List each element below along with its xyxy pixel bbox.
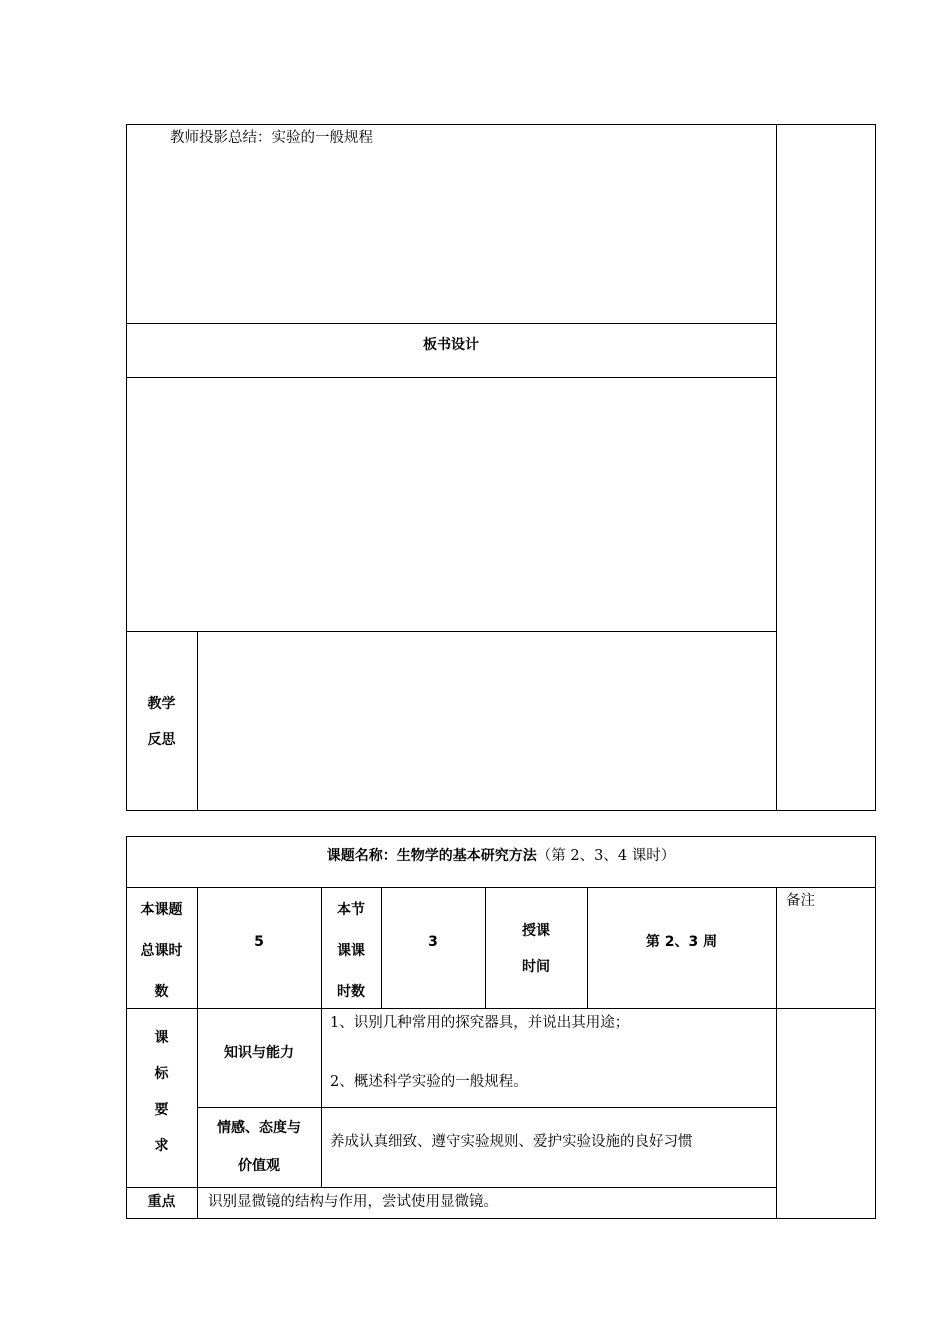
lesson-title-main: 课题名称：生物学的基本研究方法	[326, 848, 537, 864]
table2-rule	[126, 1008, 876, 1009]
table2-border-right	[875, 836, 876, 1219]
table2-rule	[126, 1187, 776, 1188]
section-hours-value: 3	[428, 934, 438, 950]
table2-rule	[197, 1107, 776, 1108]
table1-rule	[126, 631, 776, 632]
emotion-label: 情感、态度与 价值观	[217, 1120, 301, 1174]
table1-rule	[197, 631, 198, 811]
lesson-title-periods: （第 2、3、4 课时）	[536, 848, 676, 864]
table1-border-right	[875, 124, 876, 811]
table2-border-top	[126, 836, 876, 837]
key-point-label: 重点	[147, 1194, 176, 1210]
notes-label: 备注	[786, 893, 815, 909]
table1-border-top	[126, 124, 876, 125]
section-hours-label: 本节 课课 时数	[337, 902, 365, 1000]
table1-rule	[126, 377, 776, 378]
lesson-title	[126, 846, 876, 866]
table2-border-bottom	[126, 1218, 876, 1219]
emotion-text: 养成认真细致、遵守实验规则、爱护实验设施的良好习惯	[330, 1134, 693, 1150]
table1-rule	[776, 124, 777, 811]
knowledge-label: 知识与能力	[224, 1045, 294, 1061]
board-design-header: 板书设计	[423, 337, 479, 353]
summary-text: 教师投影总结：实验的一般规程	[170, 130, 373, 146]
table2-rule	[776, 887, 777, 1219]
reflection-label: 教学 反思	[147, 696, 176, 748]
knowledge-item: 2、概述科学实验的一般规程。	[330, 1074, 528, 1090]
table1-rule	[126, 323, 776, 324]
key-point-text: 识别显微镜的结构与作用，尝试使用显微镜。	[208, 1194, 498, 1210]
curriculum-label: 课 标 要 求	[154, 1030, 169, 1154]
table1-border-bottom	[126, 810, 876, 811]
total-hours-value: 5	[254, 934, 264, 950]
total-hours-label: 本课题 总课时 数	[140, 902, 183, 1000]
teach-time-label: 授课 时间	[522, 923, 550, 975]
teach-time-value: 第 2、3 周	[645, 934, 718, 950]
knowledge-item: 1、识别几种常用的探究器具，并说出其用途；	[330, 1015, 630, 1031]
table2-rule	[126, 887, 876, 888]
